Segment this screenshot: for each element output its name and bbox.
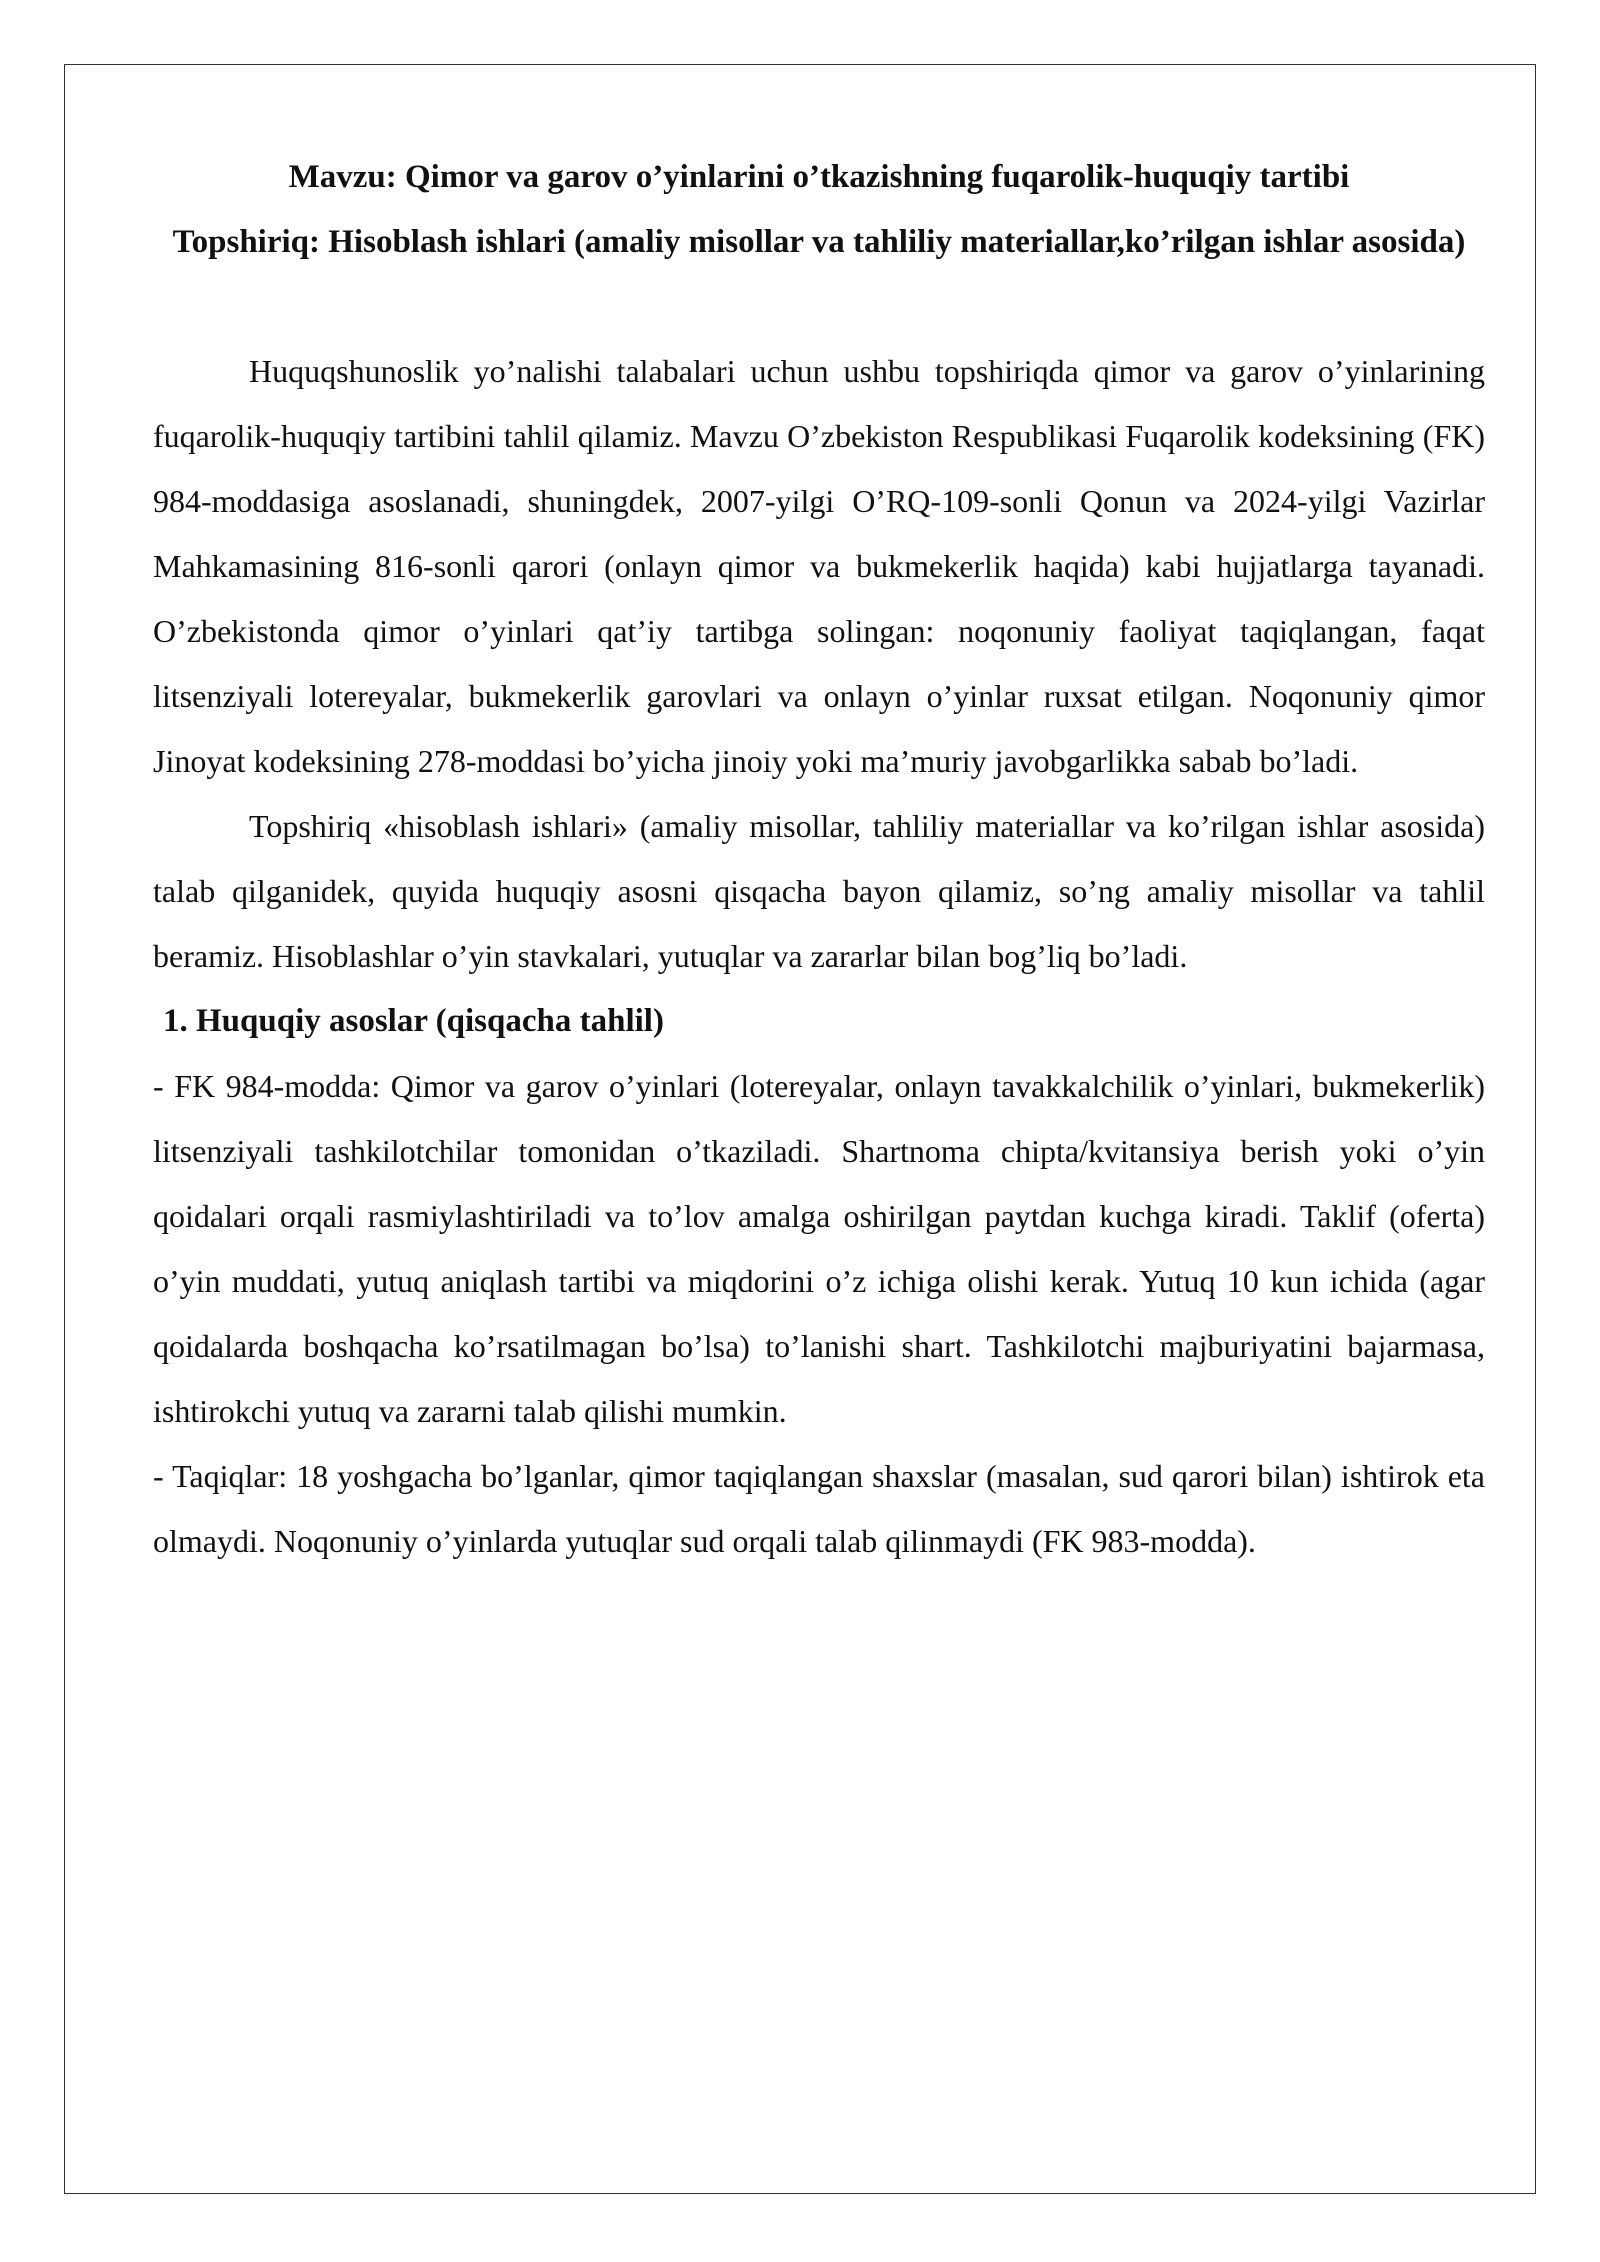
title-task: Topshiriq: Hisoblash ishlari (amaliy misollar va tahliliy materiallar,ko’rilgan ishlar asosida)	[172, 224, 1466, 260]
list-item-prohibitions: - Taqiqlar: 18 yoshgacha bo’lganlar, qimor taqiqlangan shaxslar (masalan, sud qarori bilan) ishtirok eta olmaydi. Noqonuniy o’yinlarda yutuqlar sud orqali talab qilinmaydi (FK 983-modda).	[153, 1458, 1485, 1559]
section-heading-legal-basis: 1. Huquqiy asoslar (qisqacha tahlil)	[163, 1003, 664, 1039]
document-title	[153, 145, 1485, 275]
title-topic: Mavzu: Qimor va garov o’yinlarini o’tkazishning fuqarolik-huquqiy tartibi	[288, 159, 1350, 195]
list-item-fk-984: - FK 984-modda: Qimor va garov o’yinlari (lotereyalar, onlayn tavakkalchilik o’yinlari, bukmekerlik) litsenziyali tashkilotchilar tomonidan o’tkaziladi. Shartnoma chipta/kvitansiya berish yoki o’yin qoidalari orqali rasmiylashtiriladi va to’lov amalga oshirilgan paytdan kuchga kiradi. Taklif (oferta) o’yin muddati, yutuq aniqlash tartibi va miqdorini o’z ichiga olishi kerak. Yutuq 10 kun ichida (agar qoidalarda boshqacha ko’rsatilmagan bo’lsa) to’lanishi shart. Tashkilotchi majburiyatini bajarmasa, ishtirokchi yutuq va zararni talab qilishi mumkin.	[153, 1068, 1485, 1429]
paragraph-introduction: Huquqshunoslik yo’nalishi talabalari uchun ushbu topshiriqda qimor va garov o’yinlarining fuqarolik-huquqiy tartibini tahlil qilamiz. Mavzu O’zbekiston Respublikasi Fuqarolik kodeksining (FK) 984-moddasiga asoslanadi, shuningdek, 2007-yilgi O’RQ-109-sonli Qonun va 2024-yilgi Vazirlar Mahkamasining 816-sonli qarori (onlayn qimor va bukmekerlik haqida) kabi hujjatlarga tayanadi. O’zbekistonda qimor o’yinlari qat’iy tartibga solingan: noqonuniy faoliyat taqiqlangan, faqat litsenziyali lotereyalar, bukmekerlik garovlari va onlayn o’yinlar ruxsat etilgan. Noqonuniy qimor Jinoyat kodeksining 278-moddasi bo’yicha jinoiy yoki ma’muriy javobgarlikka sabab bo’ladi.	[153, 353, 1485, 779]
paragraph-task-description: Topshiriq «hisoblash ishlari» (amaliy misollar, tahliliy materiallar va ko’rilgan ishlar asosida) talab qilganidek, quyida huquqiy asosni qisqacha bayon qilamiz, so’ng amaliy misollar va tahlil beramiz. Hisoblashlar o’yin stavkalari, yutuqlar va zararlar bilan bog’liq bo’ladi.	[153, 808, 1485, 974]
document-content	[153, 145, 1485, 1574]
